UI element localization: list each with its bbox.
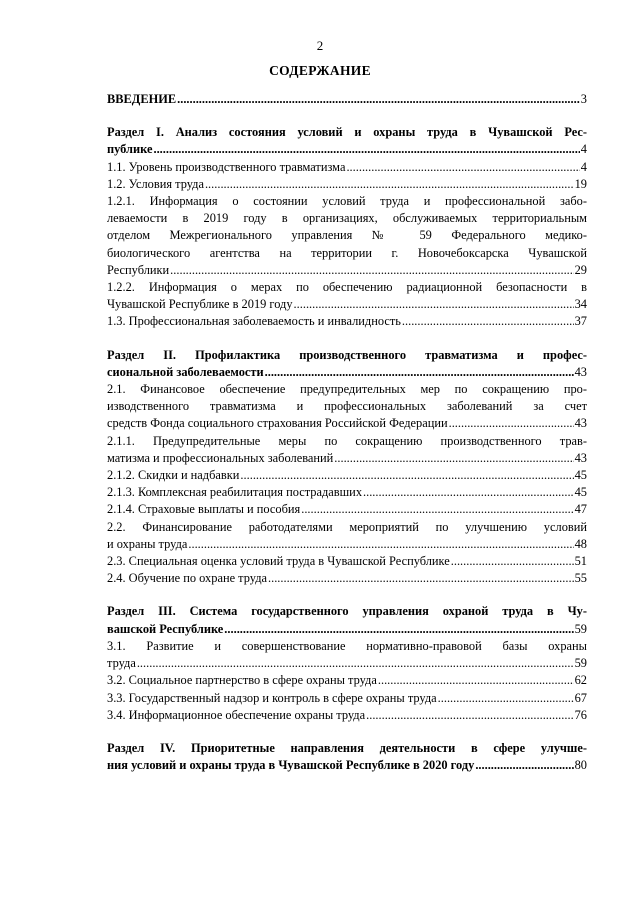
toc-page-number: 19 bbox=[574, 176, 587, 191]
toc-entry[interactable] bbox=[107, 381, 587, 433]
toc-entry-last-line bbox=[107, 364, 587, 381]
toc-section-entry[interactable] bbox=[107, 603, 587, 637]
toc-entry-line: Раздел IV. Приоритетные направления деятельности в сфере улучше- bbox=[107, 740, 587, 755]
dot-leader bbox=[451, 553, 574, 570]
toc-page-number: 76 bbox=[574, 707, 587, 722]
toc-entry-line: леваемости в 2019 году в организациях, обслуживаемых территориальным bbox=[107, 211, 587, 226]
toc-page-number: 55 bbox=[574, 571, 587, 586]
toc-entry-line: отделом Межрегионального управления № 59 Федерального медико- bbox=[107, 228, 587, 243]
dot-leader bbox=[224, 621, 573, 638]
toc-entry-line: изводственного травматизма и профессиональных заболеваний за счет bbox=[107, 399, 587, 414]
section-gap bbox=[107, 108, 587, 124]
toc-entry-last-line bbox=[107, 467, 587, 484]
section-gap bbox=[107, 331, 587, 347]
toc-entry-line: Раздел III. Система государственного управления охраной труда в Чу- bbox=[107, 604, 587, 619]
toc-page-number: 34 bbox=[574, 297, 587, 312]
toc-entry[interactable] bbox=[107, 638, 587, 672]
toc-entry-line: биологического агентства на территории г. Новочебоксарска Чувашской bbox=[107, 245, 587, 260]
toc-page-number: 37 bbox=[574, 314, 587, 329]
toc-entry-last-line bbox=[107, 536, 587, 553]
dot-leader bbox=[294, 296, 574, 313]
toc-entry[interactable] bbox=[107, 313, 587, 330]
toc-entry-last-line bbox=[107, 690, 587, 707]
toc-entry-line: 2.1.1. Предупредительные меры по сокращению производственного трав- bbox=[107, 433, 587, 448]
toc-entry-last-line bbox=[107, 484, 587, 501]
toc-page-number: 43 bbox=[574, 416, 587, 431]
page-number: 2 bbox=[316, 38, 324, 53]
toc-entry[interactable] bbox=[107, 519, 587, 553]
toc-entry-title: 1.3. Профессиональная заболеваемость и инвалидность bbox=[107, 314, 401, 329]
toc-entry-title: 2.4. Обучение по охране труда bbox=[107, 571, 267, 586]
toc-entry-last-line bbox=[107, 176, 587, 193]
toc-entry-line: Раздел I. Анализ состояния условий и охраны труда в Чувашской Рес- bbox=[107, 125, 587, 140]
toc-entry-last-line bbox=[107, 757, 587, 774]
dot-leader bbox=[334, 450, 573, 467]
toc-entry-last-line bbox=[107, 672, 587, 689]
dot-leader bbox=[268, 570, 574, 587]
toc-entry[interactable] bbox=[107, 707, 587, 724]
toc-title: СОДЕРЖАНИЕ bbox=[269, 63, 371, 78]
toc-entry-last-line bbox=[107, 707, 587, 724]
toc-entry-title: 2.3. Специальная оценка условий труда в Чувашской Республике bbox=[107, 554, 450, 569]
toc-entry-title: публике bbox=[107, 142, 153, 157]
dot-leader bbox=[363, 484, 574, 501]
section-gap bbox=[107, 724, 587, 740]
toc-entry-title: ния условий и охраны труда в Чувашской Республике в 2020 году bbox=[107, 758, 475, 773]
dot-leader bbox=[170, 262, 573, 279]
toc-entry[interactable] bbox=[107, 467, 587, 484]
toc-page-number: 4 bbox=[580, 159, 587, 174]
dot-leader bbox=[346, 159, 579, 176]
toc-entry-last-line bbox=[107, 450, 587, 467]
toc-entry[interactable] bbox=[107, 570, 587, 587]
toc-page-number: 47 bbox=[574, 502, 587, 517]
toc-entry-line: 2.1. Финансовое обеспечение предупредительных мер по сокращению про- bbox=[107, 382, 587, 397]
toc-entry-title: 2.1.4. Страховые выплаты и пособия bbox=[107, 502, 301, 517]
toc-entry-line: 1.2.1. Информация о состоянии условий труда и профессиональной забо- bbox=[107, 194, 587, 209]
toc-entry-last-line bbox=[107, 313, 587, 330]
toc-entry-title: 1.2. Условия труда bbox=[107, 176, 204, 191]
toc-page-number: 67 bbox=[574, 690, 587, 705]
toc-entry-title: Чувашской Республике в 2019 году bbox=[107, 297, 293, 312]
toc-section-entry[interactable] bbox=[107, 124, 587, 158]
dot-leader bbox=[265, 364, 574, 381]
toc-page-number: 48 bbox=[574, 536, 587, 551]
dot-leader bbox=[301, 501, 573, 518]
toc-entry[interactable] bbox=[107, 553, 587, 570]
toc-entry-title: сиональной заболеваемости bbox=[107, 364, 264, 379]
toc-entry-last-line bbox=[107, 570, 587, 587]
toc-entry-last-line bbox=[107, 655, 587, 672]
toc-entry-last-line bbox=[107, 296, 587, 313]
toc-entry-last-line bbox=[107, 159, 587, 176]
toc-entry-title: 3.4. Информационное обеспечение охраны труда bbox=[107, 707, 366, 722]
section-gap bbox=[107, 587, 587, 603]
toc-section-entry[interactable] bbox=[107, 91, 587, 108]
toc-entry-title: 3.2. Социальное партнерство в сфере охраны труда bbox=[107, 673, 377, 688]
toc-entry-line: 3.1. Развитие и совершенствование нормативно-правовой базы охраны bbox=[107, 638, 587, 653]
toc-entry-last-line bbox=[107, 141, 587, 158]
dot-leader bbox=[153, 141, 579, 158]
toc-entry-title: вашской Республике bbox=[107, 621, 224, 636]
toc-entry-title: 3.3. Государственный надзор и контроль в сфере охраны труда bbox=[107, 690, 437, 705]
dot-leader bbox=[188, 536, 573, 553]
toc-entry-title: 2.1.2. Скидки и надбавки bbox=[107, 468, 240, 483]
toc-entry-title: 1.1. Уровень производственного травматизма bbox=[107, 159, 346, 174]
toc-page-number: 59 bbox=[574, 656, 587, 671]
toc-entry-last-line bbox=[107, 501, 587, 518]
toc-page-number: 59 bbox=[574, 621, 587, 636]
toc-entry[interactable] bbox=[107, 672, 587, 689]
dot-leader bbox=[240, 467, 573, 484]
toc-entry[interactable] bbox=[107, 484, 587, 501]
toc-entry-title: ВВЕДЕНИЕ bbox=[107, 92, 177, 106]
dot-leader bbox=[449, 415, 574, 432]
toc-entry[interactable] bbox=[107, 193, 587, 279]
toc-page-number: 3 bbox=[580, 92, 587, 106]
toc-entry-line: Раздел II. Профилактика производственного травматизма и профес- bbox=[107, 347, 587, 362]
dot-leader bbox=[366, 707, 573, 724]
toc-entry[interactable] bbox=[107, 159, 587, 176]
dot-leader bbox=[177, 91, 580, 108]
toc-page-number: 45 bbox=[574, 468, 587, 483]
dot-leader bbox=[137, 655, 574, 672]
toc-entry[interactable] bbox=[107, 690, 587, 707]
toc-entry-title: матизма и профессиональных заболеваний bbox=[107, 450, 334, 465]
toc-entry-title: и охраны труда bbox=[107, 536, 188, 551]
toc-section-entry[interactable] bbox=[107, 347, 587, 381]
dot-leader bbox=[402, 313, 574, 330]
toc-section-entry[interactable] bbox=[107, 740, 587, 774]
dot-leader bbox=[378, 672, 574, 689]
toc-entry-title: средств Фонда социального страхования Российской Федерации bbox=[107, 416, 448, 431]
toc-page-number: 62 bbox=[574, 673, 587, 688]
toc-entry-line: 2.2. Финансирование работодателями мероприятий по улучшению условий bbox=[107, 519, 587, 534]
toc-page-number: 43 bbox=[574, 364, 587, 379]
toc-entry[interactable] bbox=[107, 501, 587, 518]
toc-page-number: 45 bbox=[574, 485, 587, 500]
toc-entry-last-line bbox=[107, 415, 587, 432]
toc-entry-last-line bbox=[107, 621, 587, 638]
toc-entry[interactable] bbox=[107, 279, 587, 313]
toc-entry-title: Республики bbox=[107, 262, 170, 277]
toc-entry-last-line bbox=[107, 91, 587, 108]
toc-page-number: 29 bbox=[574, 262, 587, 277]
toc-entry-last-line bbox=[107, 262, 587, 279]
dot-leader bbox=[475, 757, 573, 774]
toc-entry-line: 1.2.2. Информация о мерах по обеспечению радиационной безопасности в bbox=[107, 280, 587, 295]
toc-entry-title: 2.1.3. Комплексная реабилитация пострадавших bbox=[107, 485, 363, 500]
toc-page-number: 51 bbox=[574, 554, 587, 569]
toc-page-number: 4 bbox=[580, 142, 587, 157]
table-of-contents bbox=[107, 91, 587, 774]
toc-page-number: 80 bbox=[574, 758, 587, 773]
toc-entry-title: труда bbox=[107, 656, 136, 671]
dot-leader bbox=[205, 176, 574, 193]
toc-page-number: 43 bbox=[574, 450, 587, 465]
dot-leader bbox=[438, 690, 574, 707]
toc-entry[interactable] bbox=[107, 433, 587, 467]
toc-entry[interactable] bbox=[107, 176, 587, 193]
toc-entry-last-line bbox=[107, 553, 587, 570]
